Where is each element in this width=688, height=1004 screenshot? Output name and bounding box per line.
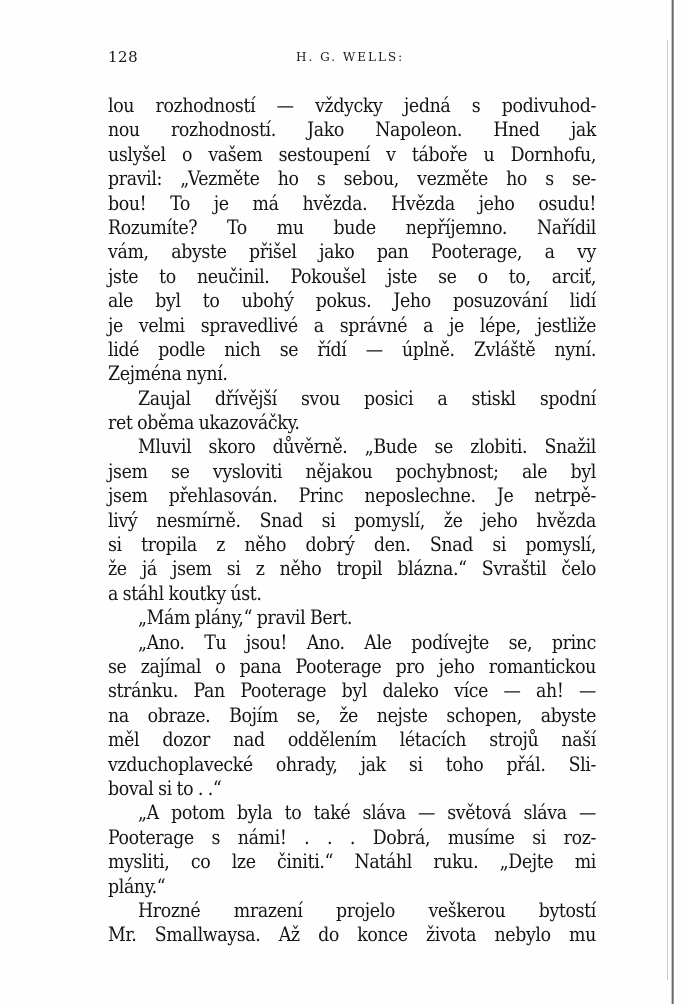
text-line: pravil: „Vezměte ho s sebou, vezměte ho s se- bbox=[108, 167, 596, 191]
text-line: vám, abyste přišel jako pan Pooterage, a vy bbox=[108, 240, 596, 264]
text-line: že já jsem si z něho tropil blázna.“ Svraštil čelo bbox=[108, 557, 596, 581]
text-line: Mluvil skoro důvěrně. „Bude se zlobiti. Snažil bbox=[138, 435, 596, 459]
text-line: Mr. Smallwaysa. Až do konce života nebylo mu bbox=[108, 923, 596, 947]
text-line: Hrozné mrazení projelo veškerou bytostí bbox=[138, 898, 596, 922]
text-line: nou rozhodností. Jako Napoleon. Hned jak bbox=[108, 118, 596, 142]
text-line: lou rozhodností — vždycky jedná s podivuhod- bbox=[108, 94, 596, 117]
text-line: Rozumíte? To mu bude nepříjemno. Nařídil bbox=[108, 215, 596, 239]
text-line: lidé podle nich se řídí — úplně. Zvláště nyní. bbox=[108, 337, 596, 361]
text-line: si tropila z něho dobrý den. Snad si pomyslí, bbox=[108, 533, 596, 557]
text-line: měl dozor nad oddělením létacích strojů naší bbox=[108, 728, 596, 752]
text-line: jste to neučinil. Pokoušel jste se o to, arciť, bbox=[108, 264, 596, 288]
text-line: jsem přehlasován. Princ neposlechne. Je netrpě- bbox=[108, 484, 596, 508]
text-line: ale byl to ubohý pokus. Jeho posuzování lidí bbox=[108, 289, 596, 313]
text-line: livý nesmírně. Snad si pomyslí, že jeho hvězda bbox=[108, 508, 596, 532]
text-line: Zaujal dřívější svou posici a stiskl spodní bbox=[138, 386, 596, 410]
page-header bbox=[108, 48, 596, 70]
text-line: stránku. Pan Pooterage byl daleko více — ah! — bbox=[108, 679, 596, 703]
text-line: Zejména nyní. bbox=[108, 362, 228, 386]
text-line: „Mám plány,“ pravil Bert. bbox=[138, 606, 352, 630]
text-line: uslyšel o vašem sestoupení v táboře u Dornhofu, bbox=[108, 142, 596, 166]
text-line: na obraze. Bojím se, že nejste schopen, abyste bbox=[108, 703, 596, 727]
text-line: Pooterage s námi! . . . Dobrá, musíme si roz- bbox=[108, 825, 596, 849]
text-line: „A potom byla to také sláva — světová sláva — bbox=[138, 801, 596, 825]
running-head: H. G. WELLS: bbox=[296, 50, 405, 64]
text-line: boval si to . .“ bbox=[108, 776, 222, 800]
text-line: bou! To je má hvězda. Hvězda jeho osudu! bbox=[108, 191, 596, 215]
text-line: plány.“ bbox=[108, 874, 166, 898]
text-line: „Ano. Tu jsou! Ano. Ale podívejte se, princ bbox=[138, 630, 596, 654]
text-line: vzduchoplavecké ohrady, jak si toho přál. Sli- bbox=[108, 752, 596, 776]
text-line: je velmi spravedlivé a správné a je lépe, jestliže bbox=[108, 313, 596, 337]
page-number: 128 bbox=[108, 48, 139, 66]
text-line: ret oběma ukazováčky. bbox=[108, 411, 300, 435]
body-text bbox=[108, 94, 596, 948]
page-spine-shadow bbox=[671, 0, 674, 1004]
text-line: se zajímal o pana Pooterage pro jeho romantickou bbox=[108, 654, 596, 678]
text-line: jsem se vysloviti nějakou pochybnost; ale byl bbox=[108, 459, 596, 483]
text-line: mysliti, co lze činiti.“ Natáhl ruku. „Dejte mi bbox=[108, 850, 596, 874]
page-edge-line bbox=[667, 40, 668, 980]
text-line: a stáhl koutky úst. bbox=[108, 581, 262, 605]
